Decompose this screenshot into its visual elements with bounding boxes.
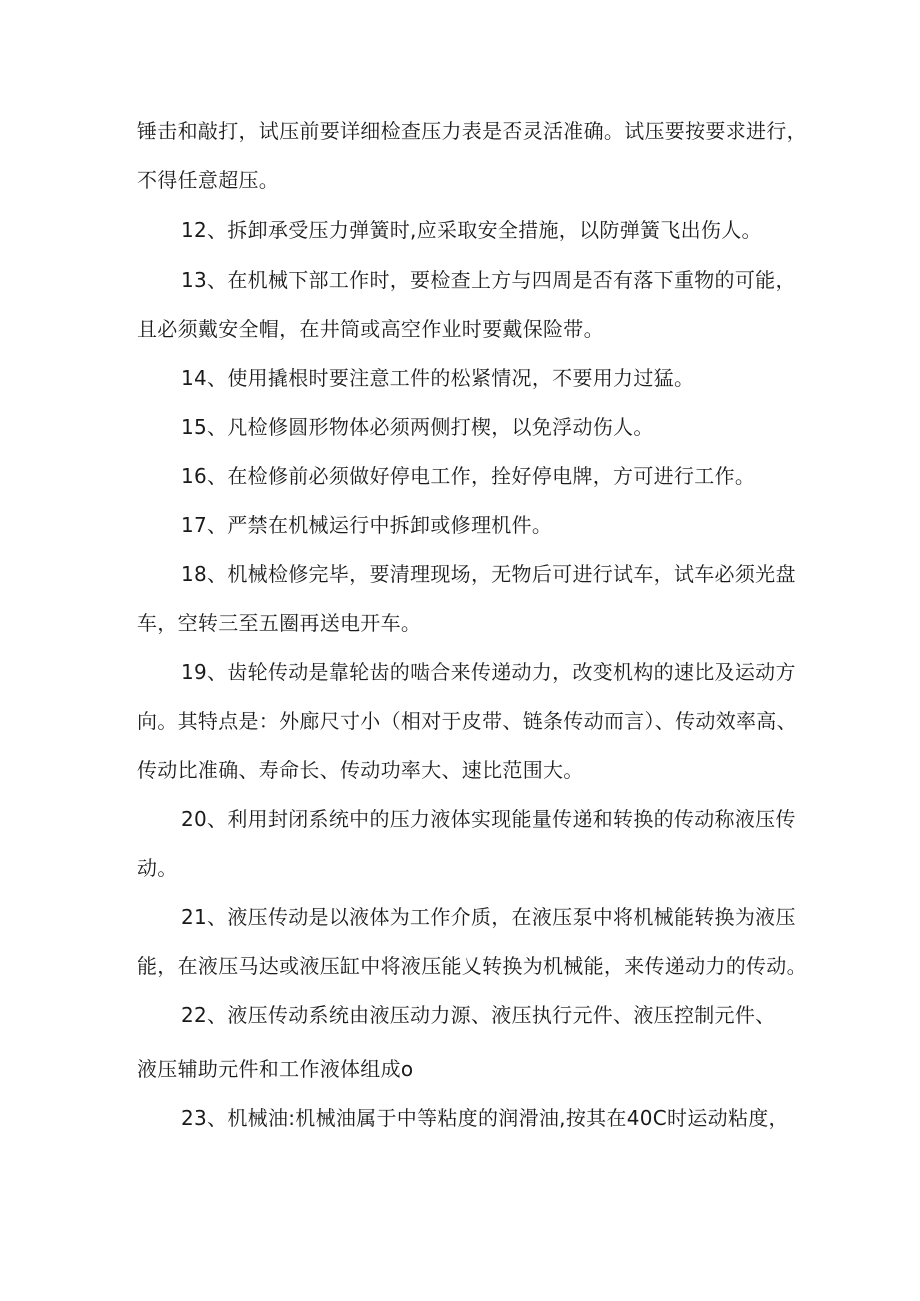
text-line: 17、严禁在机械运行中拆卸或修理机件。 [181, 513, 553, 537]
text-line: 12、拆卸承受压力弹簧时,应采取安全措施，以防弹簧飞出伤人。 [181, 218, 762, 242]
text-line: 锤击和敲打，试压前要详细检查压力表是否灵活准确。试压要按要求进行， [137, 119, 807, 143]
text-line: 23、机械油:机械油属于中等粘度的润滑油,按其在40C时运动粘度， [181, 1106, 789, 1130]
text-line: 15、凡检修圆形物体必须两侧打楔，以免浮动伤人。 [181, 415, 654, 439]
text-line: 14、使用撬根时要注意工件的松紧情况，不要用力过猛。 [181, 366, 695, 390]
text-line: 液压辅助元件和工作液体组成o [137, 1057, 414, 1081]
text-line: 20、利用封闭系统中的压力液体实现能量传递和转换的传动称液压传 [181, 807, 796, 831]
text-line: 18、机械检修完毕，要清理现场，无物后可进行试车，试车必须光盘 [181, 562, 796, 586]
text-line: 向。其特点是：外廊尺寸小（相对于皮带、链条传动而言）、传动效率高、 [137, 709, 797, 733]
text-line: 车，空转三至五圈再送电开车。 [137, 611, 422, 635]
text-line: 13、在机械下部工作时，要检查上方与四周是否有落下重物的可能， [181, 268, 796, 292]
text-line: 传动比准确、寿命长、传动功率大、速比范围大。 [137, 758, 584, 782]
text-line: 不得任意超压。 [137, 168, 280, 192]
text-line: 16、在检修前必须做好停电工作，拴好停电牌，方可进行工作。 [181, 464, 756, 488]
text-line: 22、液压传动系统由液压动力源、液压执行元件、液压控制元件、 [181, 1003, 776, 1027]
text-line: 19、齿轮传动是靠轮齿的啮合来传递动力，改变机构的速比及运动方 [181, 660, 796, 684]
text-line: 动。 [137, 856, 178, 880]
text-line: 能，在液压马达或液压缸中将液压能乂转换为机械能，来传递动力的传动。 [137, 954, 807, 978]
text-line: 且必须戴安全帽，在井筒或高空作业时要戴保险带。 [137, 317, 604, 341]
text-line: 21、液压传动是以液体为工作介质，在液压泵中将机械能转换为液压 [181, 905, 796, 929]
